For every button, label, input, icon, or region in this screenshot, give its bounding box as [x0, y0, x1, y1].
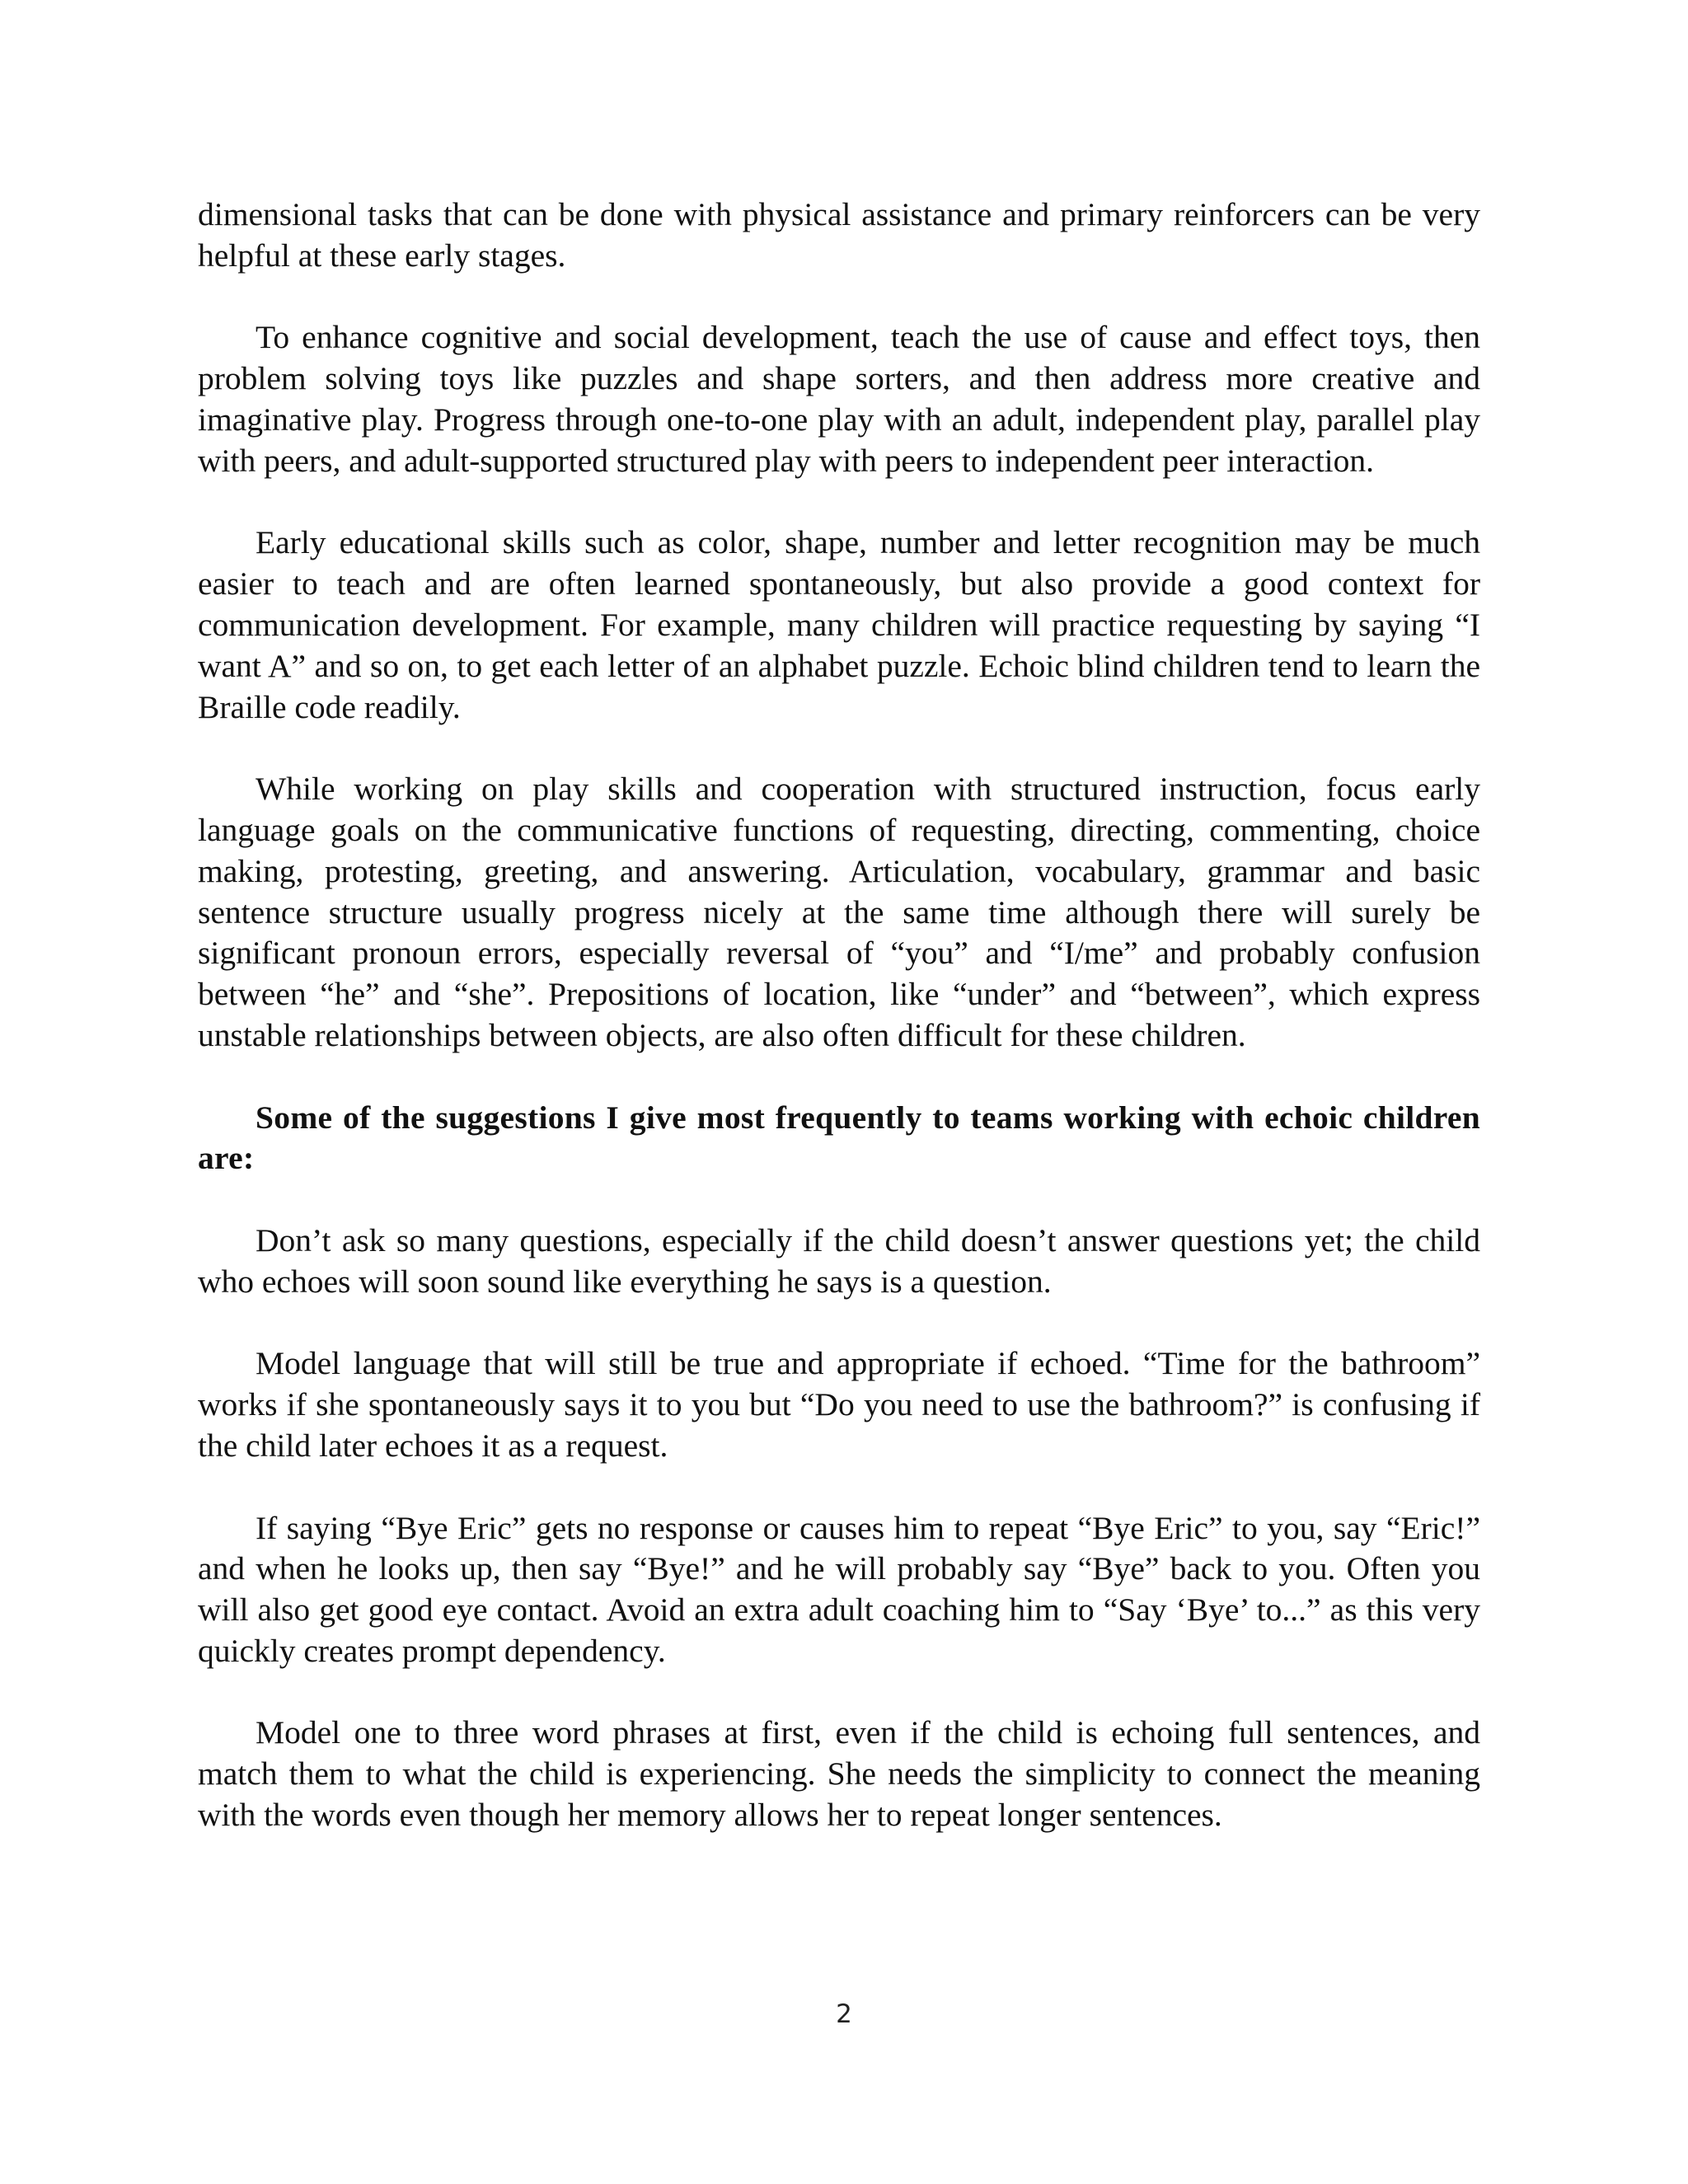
paragraph-bye-eric: If saying “Bye Eric” gets no response or causes him to repeat “Bye Eric” to you, say “Eric!” and when he looks up, then say “Bye!” and he will probably say “Bye” back to you. Often you will also get good eye contact. Avoid an extra adult coaching him to “Say ‘Bye’ to...” as this very quickly creates prompt dependency.: [198, 1509, 1480, 1669]
paragraph-early-educational-skills: Early educational skills such as color, shape, number and letter recognition may be much easier to teach and are often learned spontaneously, but also provide a good context for communication development. For example, many children will practice requesting by saying “I want A” and so on, to get each letter of an alphabet puzzle. Echoic blind children tend to learn the Braille code readily.: [198, 524, 1480, 725]
paragraph-questions: Don’t ask so many questions, especially if the child doesn’t answer questions yet; the child who echoes will soon sound like everything he says is a question.: [198, 1221, 1480, 1300]
paragraph-language-goals: While working on play skills and cooperation with structured instruction, focus early language goals on the communicative functions of requesting, directing, commenting, choice making, protesting, greeting, and answering. Articulation, vocabulary, grammar and basic sentence structure usually progress nicely at the same time although there will surely be significant pronoun errors, especially reversal of “you” and “I/me” and probably confusion between “he” and “she”. Prepositions of location, like “under” and “between”, which express unstable relationships between objects, are also often difficult for these children.: [198, 771, 1480, 1053]
page-body: [198, 194, 1480, 1877]
paragraph-word-phrases: Model one to three word phrases at first, even if the child is echoing full sentences, and match them to what the child is experiencing. She needs the simplicity to connect the meaning with the words even though her memory allows her to repeat longer sentences.: [198, 1714, 1480, 1834]
page-number: 2: [836, 1999, 852, 2029]
paragraph-cognitive-social-development: To enhance cognitive and social development, teach the use of cause and effect toys, then problem solving toys like puzzles and shape sorters, and then address more creative and imaginative play. Progress through one-to-one play with an adult, independent play, parallel play with peers, and adult-supported structured play with peers to independent peer interaction.: [198, 319, 1480, 479]
paragraph-continuation: dimensional tasks that can be done with physical assistance and primary reinforcers can be very helpful at these early stages.: [198, 196, 1480, 274]
section-heading-suggestions: Some of the suggestions I give most frequently to teams working with echoic children are:: [198, 1099, 1480, 1177]
paragraph-model-language: Model language that will still be true and appropriate if echoed. “Time for the bathroom” works if she spontaneously says it to you but “Do you need to use the bathroom?” is confusing if the child later echoes it as a request.: [198, 1345, 1480, 1464]
